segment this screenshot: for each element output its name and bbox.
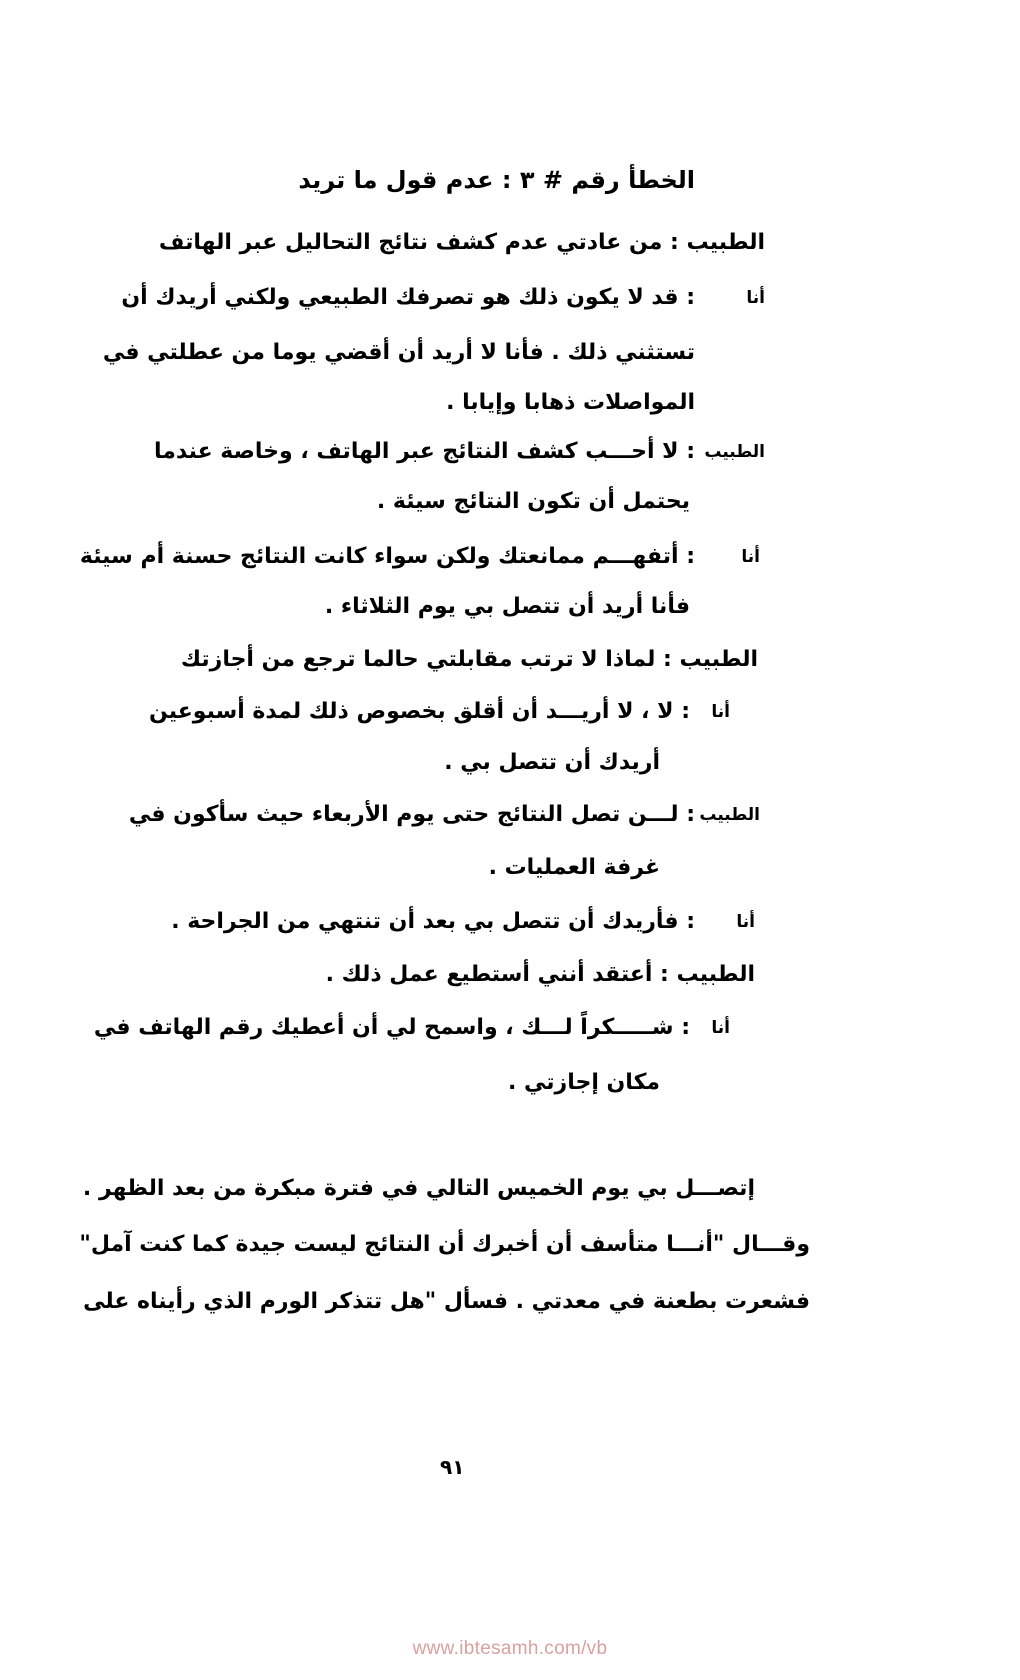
dialogue-doctor-3: الطبيب : لماذا لا ترتب مقابلتي حالما ترجع من أجازتك [180,647,758,672]
speaker-me-label: أنا [741,547,760,567]
dialogue-doctor-4-line-2: غرفة العمليات . [488,855,660,880]
dialogue-doctor-2-line-1: : لا أحـــب كشف النتائج عبر الهاتف ، وخاصة عندما [154,439,695,464]
section-heading: الخطأ رقم # ٣ : عدم قول ما تريد [298,166,695,194]
speaker-me-label: أنا [711,702,730,722]
dialogue-me-2-line-1: : أتفهـــم ممانعتك ولكن سواء كانت النتائج حسنة أم سيئة [79,544,695,569]
dialogue-me-5-line-1: : شـــــكراً لـــك ، واسمح لي أن أعطيك رقم الهاتف في [93,1015,690,1040]
dialogue-doctor-4-line-1: : لـــن تصل النتائج حتى يوم الأربعاء حيث سأكون في [128,802,695,827]
dialogue-doctor-1: الطبيب : من عادتي عدم كشف نتائج التحاليل عبر الهاتف [158,230,765,255]
speaker-me-label: أنا [736,912,755,932]
speaker-doctor-label: الطبيب [704,442,765,462]
dialogue-doctor-2-line-2: يحتمل أن تكون النتائج سيئة . [376,489,690,514]
dialogue-me-5-line-2: مكان إجازتي . [508,1070,660,1095]
dialogue-me-1-line-1: : قد لا يكون ذلك هو تصرفك الطبيعي ولكني أريدك أن [121,285,695,310]
narrative-line-1: إتصـــل بي يوم الخميس التالي في فترة مبكرة من بعد الظهر . [82,1176,755,1201]
dialogue-me-1-line-2: تستثني ذلك . فأنا لا أريد أن أقضي يوما من عطلتي في [102,340,695,365]
speaker-me-label: أنا [746,288,765,308]
speaker-me-label: أنا [711,1018,730,1038]
dialogue-me-4: : فأريدك أن تتصل بي بعد أن تنتهي من الجراحة . [171,909,695,934]
dialogue-doctor-5: الطبيب : أعتقد أنني أستطيع عمل ذلك . [325,962,755,987]
dialogue-me-3-line-1: : لا ، لا أريـــد أن أقلق بخصوص ذلك لمدة أسبوعين [149,699,690,724]
narrative-line-3: فشعرت بطعنة في معدتي . فسأل "هل تتذكر الورم الذي رأيناه على [83,1289,810,1314]
dialogue-me-3-line-2: أريدك أن تتصل بي . [444,750,660,775]
dialogue-me-1-line-3: المواصلات ذهابا وإيابا . [446,390,695,415]
dialogue-me-2-line-2: فأنا أريد أن تتصل بي يوم الثلاثاء . [324,594,690,619]
page-number: ٩١ [440,1455,465,1479]
watermark-link[interactable]: www.ibtesamh.com/vb [412,1638,608,1659]
speaker-doctor-label: الطبيب [699,805,760,825]
narrative-line-2: وقـــال "أنـــا متأسف أن أخبرك أن النتائج ليست جيدة كما كنت آمل" [79,1232,810,1257]
